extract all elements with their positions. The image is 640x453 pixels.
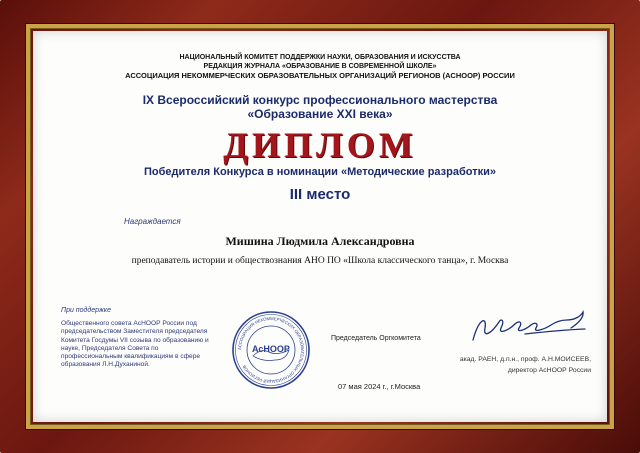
seal-ring-text: АССОЦИАЦИЯ НЕКОММЕРЧЕСКИХ ОБРАЗОВАТЕЛЬНЫХ ОРГАНИЗАЦИЙ РЕГИОНОВ	[236, 315, 306, 385]
nomination-text: Победителя Конкурса в номинации «Методические разработки»	[143, 166, 496, 178]
seal-center-text: АсНООР	[252, 344, 290, 354]
awarded-label: Награждается	[124, 217, 181, 226]
recipient-name: Мишина Людмила Александровна	[225, 234, 415, 248]
director-title: директор АсНООР России	[507, 367, 591, 374]
header-line-2: РЕДАКЦИЯ ЖУРНАЛА «ОБРАЗОВАНИЕ В СОВРЕМЕННОЙ ШКОЛЕ»	[203, 63, 437, 70]
header-line-1: НАЦИОНАЛЬНЫЙ КОМИТЕТ ПОДДЕРЖКИ НАУКИ, ОБРАЗОВАНИЯ И ИСКУССТВА	[179, 54, 461, 61]
director-credentials: акад. РАЕН, д.п.н., проф. А.Н.МОИСЕЕВ,	[459, 356, 591, 363]
header-line-3: АССОЦИАЦИЯ НЕКОММЕРЧЕСКИХ ОБРАЗОВАТЕЛЬНЫХ ОРГАНИЗАЦИЙ РЕГИОНОВ (АСНООР) РОССИИ	[125, 71, 515, 80]
contest-title: IX Всероссийский конкурс профессионального мастерства	[142, 93, 498, 107]
date-place: 07 мая 2024 г., г.Москва	[338, 382, 421, 391]
support-title: При поддержке	[61, 307, 112, 314]
organization-seal-icon	[231, 310, 311, 390]
certificate-sheet	[33, 31, 607, 422]
chair-label: Председатель Оргкомитета	[331, 335, 421, 342]
signature-image	[465, 308, 590, 348]
support-text: Общественного совета АсНООР России под председательством Заместителя председателя Комитета Госдумы VII созыва по образованию и науке, Председателя Совета по профессиональным квалификациям в сфере образования Л.Н.Духаниной.	[61, 320, 209, 369]
recipient-role: преподаватель истории и обществознания АНО ПО «Школа классического танца», г. Москва	[131, 256, 509, 266]
contest-subtitle: «Образование XXI века»	[247, 107, 393, 121]
diploma-title: ДИПЛОМ	[223, 125, 417, 165]
place-text: III место	[289, 186, 351, 203]
